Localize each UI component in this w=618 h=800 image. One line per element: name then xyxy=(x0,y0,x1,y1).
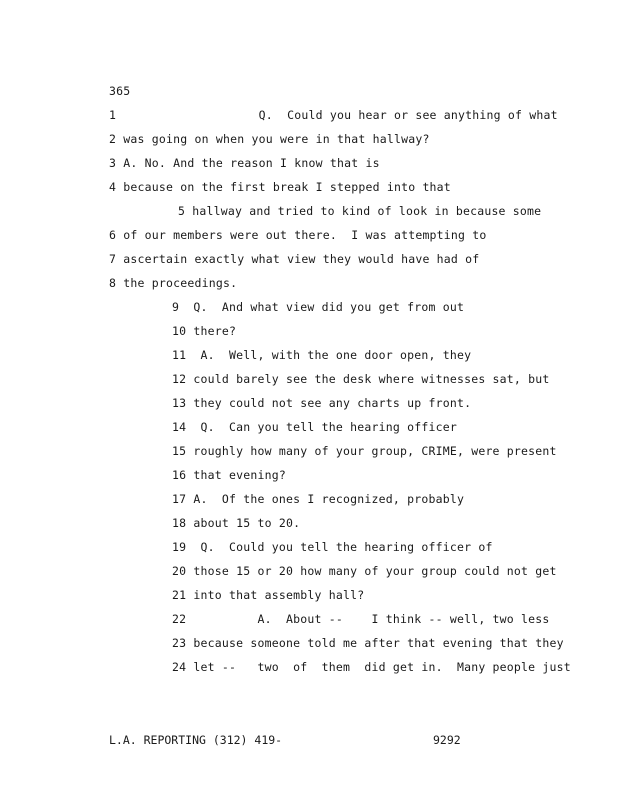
transcript-line: 22 A. About -- I think -- well, two less xyxy=(172,612,550,626)
transcript-line: 6 of our members were out there. I was attempting to xyxy=(109,228,487,242)
transcript-line: 21 into that assembly hall? xyxy=(172,588,365,602)
transcript-line: 3 A. No. And the reason I know that is xyxy=(109,156,380,170)
page-number: 365 xyxy=(109,84,131,98)
transcript-line: 15 roughly how many of your group, CRIME, were present xyxy=(172,444,557,458)
transcript-line: 2 was going on when you were in that hallway? xyxy=(109,132,430,146)
transcript-line: 23 because someone told me after that evening that they xyxy=(172,636,564,650)
transcript-line: 20 those 15 or 20 how many of your group could not get xyxy=(172,564,557,578)
transcript-line: 8 the proceedings. xyxy=(109,276,238,290)
transcript-line: 9 Q. And what view did you get from out xyxy=(172,300,465,314)
transcript-line: 5 hallway and tried to kind of look in because some xyxy=(178,204,542,218)
transcript-line: 10 there? xyxy=(172,324,237,338)
transcript-line: 19 Q. Could you tell the hearing officer of xyxy=(172,540,493,554)
transcript-line: 18 about 15 to 20. xyxy=(172,516,301,530)
transcript-line: 14 Q. Can you tell the hearing officer xyxy=(172,420,457,434)
transcript-line: 1 Q. Could you hear or see anything of what xyxy=(109,108,558,122)
transcript-line: 13 they could not see any charts up front. xyxy=(172,396,472,410)
transcript-line: 12 could barely see the desk where witnesses sat, but xyxy=(172,372,550,386)
transcript-line: 16 that evening? xyxy=(172,468,286,482)
transcript-line: 4 because on the first break I stepped into that xyxy=(109,180,451,194)
transcript-line: 24 let -- two of them did get in. Many people just xyxy=(172,660,571,674)
footer-reporter: L.A. REPORTING (312) 419- xyxy=(109,733,283,747)
transcript-line: 17 A. Of the ones I recognized, probably xyxy=(172,492,465,506)
footer-number: 9292 xyxy=(433,733,461,747)
transcript-line: 7 ascertain exactly what view they would have had of xyxy=(109,252,480,266)
transcript-line: 11 A. Well, with the one door open, they xyxy=(172,348,472,362)
